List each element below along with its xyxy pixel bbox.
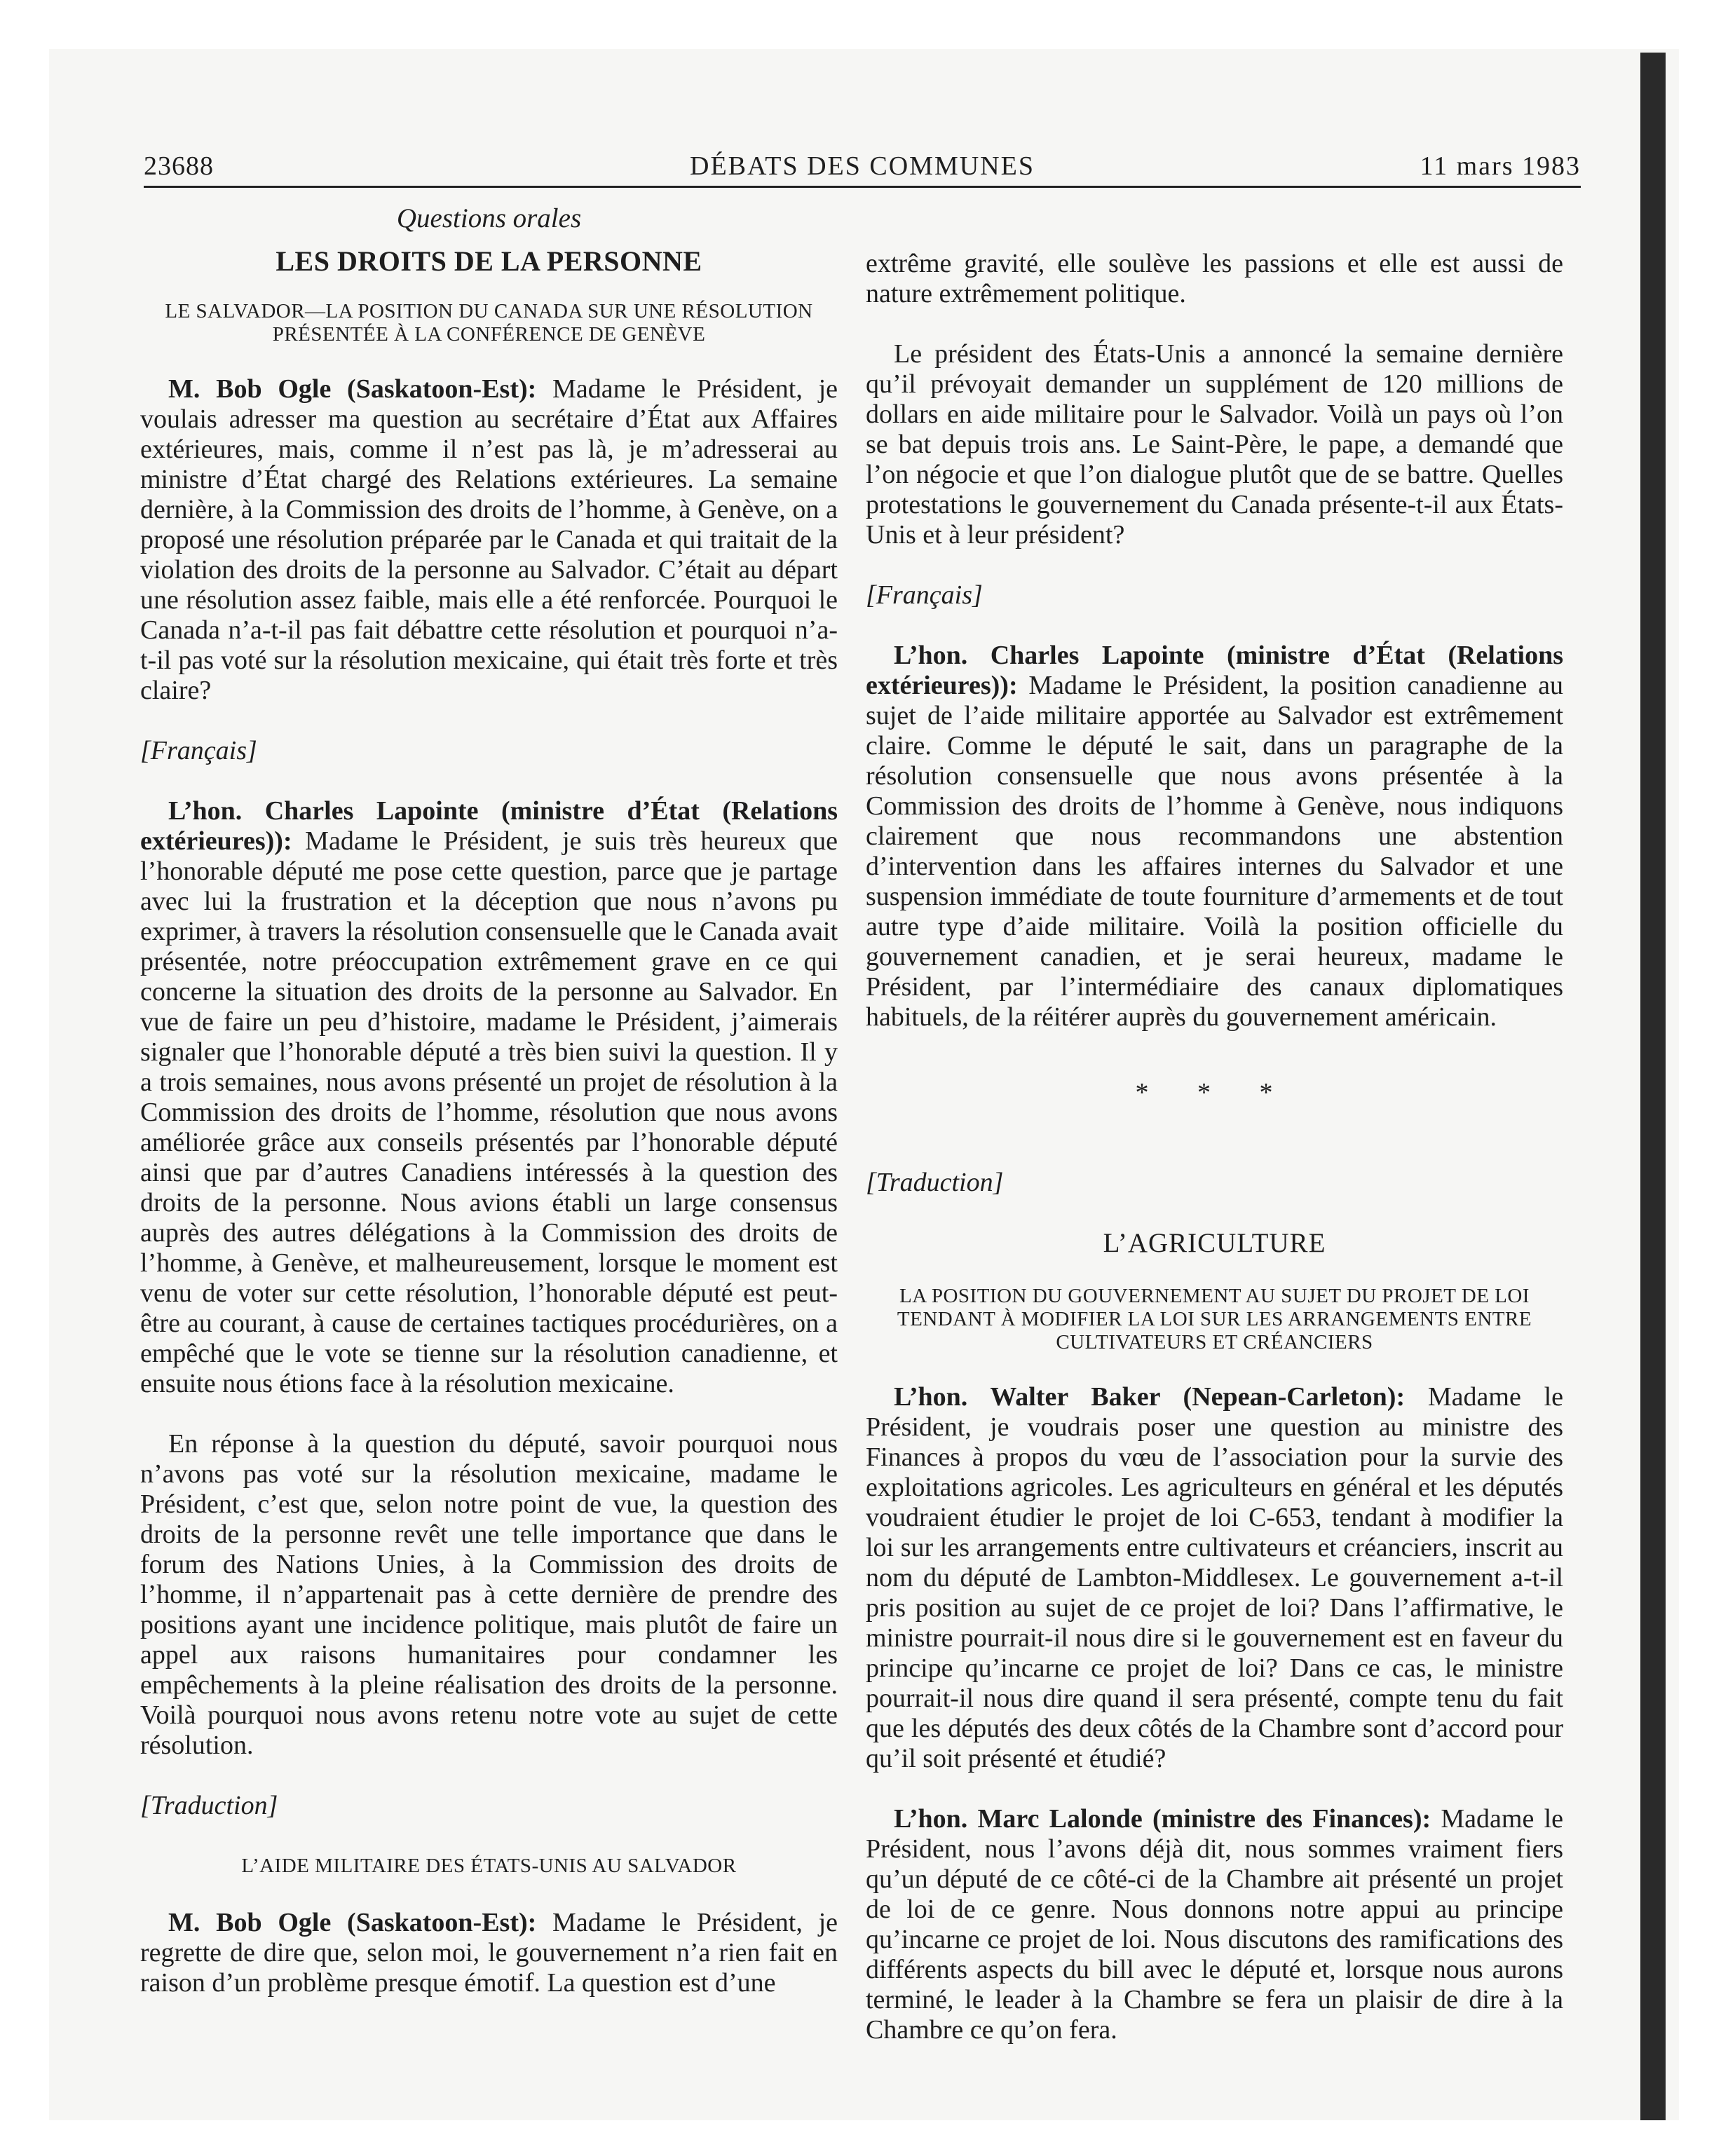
language-tag: [Traduction] xyxy=(866,1168,1004,1197)
speech-text: Madame le Président, je voulais adresser ma question au secrétaire d’État aux Affaires extérieures, mais, comme il n’est pas là, je m’adresserai au ministre d’État chargé des Relations extérieures. La semaine dernière, à la Commission des droits de l’homme, à Genève, on a proposé une résolution préparée par le Canada et qui traitait de la violation des droits de la personne au Salvador. C’était au départ une résolution assez faible, mais elle a été renforcée. Pourquoi le Canada n’a-t-il pas fait débattre cette résolution et pourquoi n’a-t-il pas voté sur la résolution mexicaine, qui était très forte et très claire? xyxy=(140,374,838,705)
paragraph xyxy=(866,1382,1563,1774)
speech-text: Madame le Président, je voudrais poser une question au ministre des Finances à propos du vœu de l’association pour la survie des exploitations agricoles. Les agriculteurs en général et les députés voudraient étudier le projet de loi C-653, tendant à modifier la loi sur les arrangements entre cultivateurs et créanciers, inscrit au nom du député de Lambton-Middlesex. Le gouvernement a-t-il pris position au sujet de ce projet de loi? Dans l’affirmative, le ministre pourrait-il nous dire si le gouvernement est en faveur du principe qu’incarne ce projet de loi? Dans ce cas, le ministre pourrait-il nous dire quand il sera présenté, compte tenu du fait que les députés des deux côtés de la Chambre sont d’accord pour qu’il soit présenté et étudié? xyxy=(866,1382,1563,1773)
speaker-name: L’hon. Walter Baker (Nepean-Carleton): xyxy=(894,1382,1406,1412)
language-tag: [Traduction] xyxy=(140,1791,278,1820)
paragraph: Le président des États-Unis a annoncé la semaine dernière qu’il prévoyait demander un supplément de 120 millions de dollars en aide militaire pour le Salvador. Voilà un pays où l’on se bat depuis trois ans. Le Saint-Père, le pape, a demandé que l’on négocie et que l’on dialogue plutôt que de se battre. Quelles protestations le gouvernement du Canada présente-t-il aux États-Unis et à leur président? xyxy=(866,339,1563,550)
subsection-heading: L’AIDE MILITAIRE DES ÉTATS-UNIS AU SALVADOR xyxy=(241,1855,737,1877)
right-column xyxy=(866,249,1563,2045)
section-separator: * * * xyxy=(1135,1078,1294,1107)
speaker-name: L’hon. Charles Lapointe (ministre d’État (Relations extérieures)): xyxy=(140,796,838,856)
paragraph xyxy=(140,796,838,1399)
paragraph xyxy=(866,1804,1563,2045)
speaker-name: M. Bob Ogle (Saskatoon-Est): xyxy=(168,1908,537,1937)
paragraph: extrême gravité, elle soulève les passions et elle est aussi de nature extrêmement politique. xyxy=(866,249,1563,308)
left-column xyxy=(140,203,838,1998)
speaker-name: L’hon. Charles Lapointe (ministre d’État (Relations extérieures)): xyxy=(866,641,1563,700)
language-tag: [Français] xyxy=(140,736,257,765)
section-label: Questions orales xyxy=(396,203,582,233)
scan-edge-bar xyxy=(1640,53,1666,2120)
paragraph xyxy=(140,374,838,706)
paragraph xyxy=(866,641,1563,1032)
section-heading: L’AGRICULTURE xyxy=(1103,1228,1326,1258)
subsection-heading: LA POSITION DU GOUVERNEMENT AU SUJET DU PROJET DE LOI TENDANT À MODIFIER LA LOI SUR LES ARRANGEMENTS ENTRE CULTIVATEURS ET CRÉANCIERS xyxy=(897,1285,1532,1353)
speech-text: Madame le Président, je regrette de dire que, selon moi, le gouvernement n’a rien fait en raison d’un problème presque émotif. La question est d’une xyxy=(140,1908,838,1998)
speech-text: Madame le Président, je suis très heureux que l’honorable député me pose cette question, parce que je partage avec lui la frustration et la déception que nous n’avons pu exprimer, à travers la résolution consensuelle que le Canada avait présentée, notre préoccupation extrêmement grave en ce qui concerne la situation des droits de la personne au Salvador. En vue de faire un peu d’histoire, madame le Président, j’aimerais signaler que l’honorable député a très bien suivi la question. Il y a trois semaines, nous avons présenté un projet de résolution à la Commission des droits de l’homme, résolution que nous avons améliorée grâce aux conseils présentés par l’honorable député ainsi que par d’autres Canadiens intéressés à la question des droits de la personne. Nous avions établi un large consensus auprès des autres délégations à la Commission des droits de l’homme, à Genève, et malheureusement, lorsque le moment est venu de voter sur cette résolution, l’honorable député est peut-être au courant, à cause de certaines tactiques procédurières, on a empêché que le vote se tienne sur la résolution canadienne, et ensuite nous étions face à la résolution mexicaine. xyxy=(140,826,838,1398)
publication-title: DÉBATS DES COMMUNES xyxy=(690,151,1035,181)
section-heading: LES DROITS DE LA PERSONNE xyxy=(275,245,702,277)
subsection-heading: LE SALVADOR—LA POSITION DU CANADA SUR UNE RÉSOLUTION PRÉSENTÉE À LA CONFÉRENCE DE GENÈVE xyxy=(165,300,813,346)
speaker-name: L’hon. Marc Lalonde (ministre des Finances): xyxy=(894,1804,1431,1834)
paragraph xyxy=(140,1908,838,1998)
speech-text: Madame le Président, la position canadienne au sujet de l’aide militaire apportée au Salvador est extrêmement claire. Comme le député le sait, dans un paragraphe de la résolution consensuelle que nous avons présentée à la Commission des droits de l’homme à Genève, nous indiquons clairement que nous recommandons une abstention d’intervention dans les affaires internes du Salvador et une suspension immédiate de toute fourniture d’armements et de tout autre type d’aide militaire. Voilà la position officielle du gouvernement canadien, et je serai heureux, madame le Président, par l’intermédiaire des canaux diplomatiques habituels, de la réitérer auprès du gouvernement américain. xyxy=(866,671,1563,1032)
speech-text: Madame le Président, nous l’avons déjà dit, nous sommes vraiment fiers qu’un député de ce côté-ci de la Chambre ait présenté un projet de loi de ce genre. Nous donnons notre appui au principe qu’incarne ce projet de loi. Nous discutons des ramifications des différents aspects du bill avec le député et, lorsque nous aurons terminé, le leader à la Chambre se fera un plaisir de dire à la Chambre ce qu’on fera. xyxy=(866,1804,1563,2045)
speaker-name: M. Bob Ogle (Saskatoon-Est): xyxy=(168,374,537,404)
paragraph: En réponse à la question du député, savoir pourquoi nous n’avons pas voté sur la résolution mexicaine, madame le Président, c’est que, selon notre point de vue, la question des droits de la personne revêt une telle importance que dans le forum des Nations Unies, à la Commission des droits de l’homme, il n’appartenait pas à cette dernière de prendre des positions ayant une incidence politique, mais plutôt de faire un appel aux raisons humanitaires pour condamner les empêchements à la pleine réalisation des droits de la personne. Voilà pourquoi nous avons retenu notre vote au sujet de cette résolution. xyxy=(140,1429,838,1760)
publication-date: 11 mars 1983 xyxy=(1420,151,1581,181)
language-tag: [Français] xyxy=(866,580,983,610)
page-number: 23688 xyxy=(144,151,214,181)
running-header xyxy=(144,151,1581,188)
